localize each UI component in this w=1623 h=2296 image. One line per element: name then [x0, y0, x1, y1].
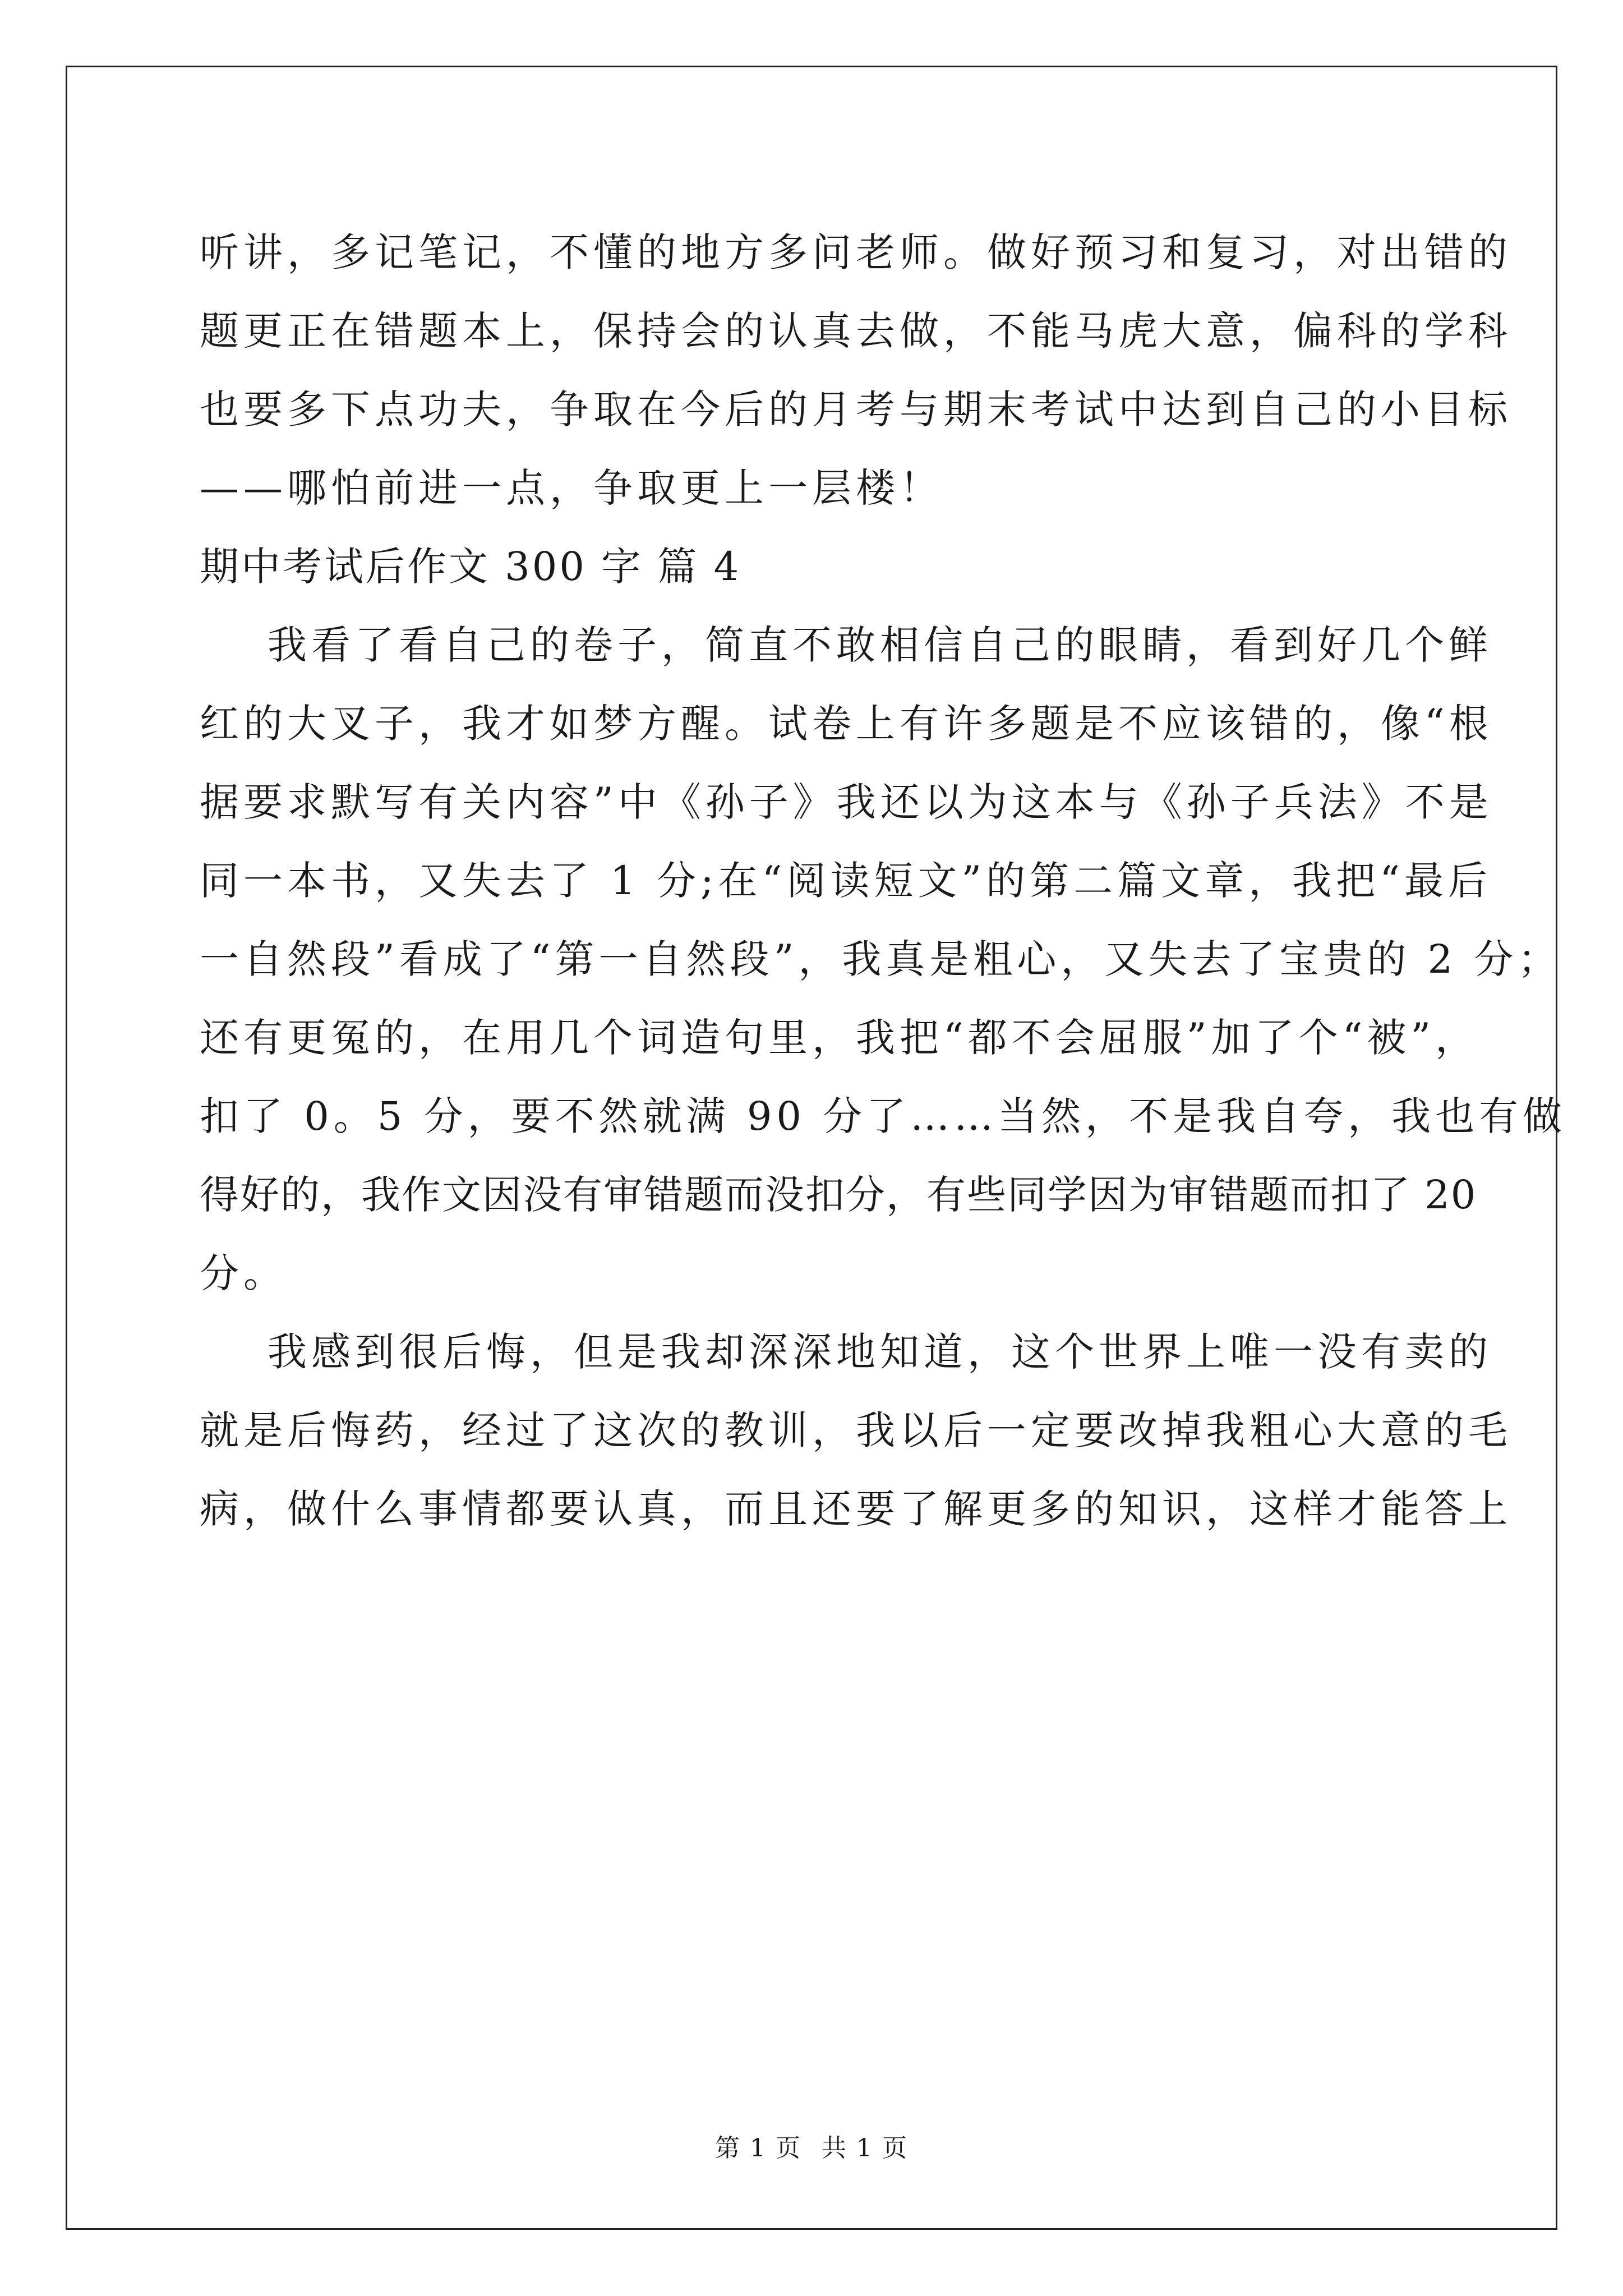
text-line: 病，做什么事情都要认真，而且还要了解更多的知识，这样才能答上 — [200, 1486, 1512, 1532]
text-line: 就是后悔药，经过了这次的教训，我以后一定要改掉我粗心大意的毛 — [200, 1407, 1512, 1453]
text-line: 分。 — [200, 1250, 287, 1296]
text-line: 听讲，多记笔记，不懂的地方多问老师。做好预习和复习，对出错的 — [200, 229, 1512, 275]
text-line: 据要求默写有关内容”中《孙子》我还以为这本与《孙子兵法》不是 — [200, 779, 1493, 825]
text-line: 得好的，我作文因没有审错题而没扣分，有些同学因为审错题而扣了 20 — [200, 1172, 1477, 1218]
text-line: 扣了 0。5 分，要不然就满 90 分了……当然，不是我自夸，我也有做 — [200, 1093, 1567, 1139]
text-line: 题更正在错题本上，保持会的认真去做，不能马虎大意，偏科的学科 — [200, 308, 1512, 354]
text-line: 一自然段”看成了“第一自然段”，我真是粗心，又失去了宝贵的 2 分； — [200, 936, 1562, 982]
text-line: 同一本书，又失去了 1 分;在“阅读短文”的第二篇文章，我把“最后 — [200, 858, 1492, 904]
section-heading: 期中考试后作文 300 字 篇 4 — [200, 544, 741, 590]
page-total: 共 1 页 — [822, 2134, 908, 2162]
text-line: 红的大叉子，我才如梦方醒。试卷上有许多题是不应该错的，像“根 — [200, 701, 1493, 747]
text-line: 还有更冤的，在用几个词造句里，我把“都不会屈服”加了个“被”， — [200, 1015, 1479, 1061]
text-line: 我看了看自己的卷子，简直不敢相信自己的眼睛，看到好几个鲜 — [200, 622, 1493, 668]
text-line: 也要多下点功夫，争取在今后的月考与期末考试中达到自己的小目标 — [200, 386, 1512, 432]
text-line: 我感到很后悔，但是我却深深地知道，这个世界上唯一没有卖的 — [200, 1329, 1493, 1375]
document-body — [200, 213, 1567, 1548]
text-line: ——哪怕前进一点，争取更上一层楼！ — [200, 465, 943, 511]
page-footer — [0, 2132, 1623, 2165]
page-number: 第 1 页 — [715, 2134, 801, 2162]
